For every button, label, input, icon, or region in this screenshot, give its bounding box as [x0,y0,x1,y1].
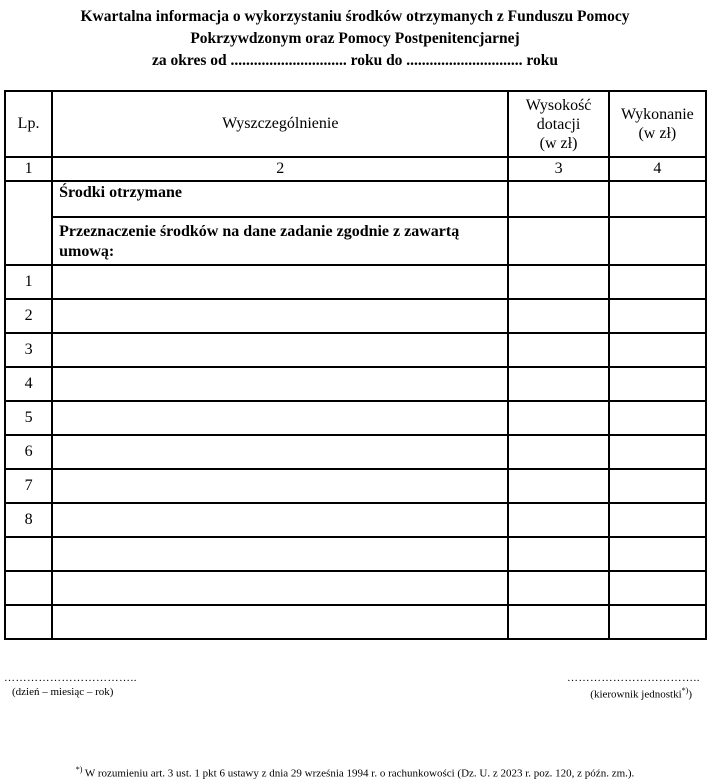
header-wyszczegolnienie: Wyszczególnienie [52,91,508,157]
table-row [5,537,706,571]
row-number: 5 [5,401,52,435]
input-cell-wysokosc[interactable] [508,265,608,299]
signature-caption-sup: *) [681,686,689,695]
footnote-marker: *) [75,765,83,774]
input-cell-wysokosc[interactable] [508,435,608,469]
input-cell-wykonanie[interactable] [609,333,706,367]
label-srodki-otrzymane: Środki otrzymane [52,181,508,217]
input-cell-wysokosc[interactable] [508,503,608,537]
row-number: 1 [5,265,52,299]
title-period-line: za okres od .............................. roku do .............................. roku [151,52,559,69]
input-cell-wykonanie[interactable] [609,299,706,333]
input-cell-wysokosc[interactable] [508,181,608,217]
input-cell-wykonanie[interactable] [609,367,706,401]
header-wysokosc-line-1: Wysokość [525,96,592,114]
input-cell-description[interactable] [52,333,508,367]
input-cell-wykonanie[interactable] [609,469,706,503]
footnote-text: W rozumieniu art. 3 ust. 1 pkt 6 ustawy z dnia 29 września 1994 r. o rachunkowości (Dz. U. z 2023 r. poz. 120, z późn. zm.). [82,767,635,780]
row-number: 4 [5,367,52,401]
table-row [5,265,706,299]
input-cell-wykonanie[interactable] [609,217,706,265]
row-number: 8 [5,503,52,537]
header-wykonanie-line-1: Wykonanie [620,106,694,123]
input-cell-description[interactable] [52,469,508,503]
row-number [5,537,52,571]
signature-caption-end: ) [688,688,692,701]
input-cell-wysokosc[interactable] [508,401,608,435]
table-row [5,367,706,401]
input-cell-wykonanie[interactable] [609,401,706,435]
information-table [4,90,707,640]
table-row [5,571,706,605]
lp-cell-empty [5,181,52,265]
input-cell-description[interactable] [52,367,508,401]
input-cell-wykonanie[interactable] [609,605,706,639]
header-wysokosc-line-3: (w zł) [539,134,578,152]
row-number [5,605,52,639]
input-cell-description[interactable] [52,401,508,435]
header-lp: Lp. [5,91,52,157]
input-cell-wykonanie[interactable] [609,503,706,537]
table-row [5,605,706,639]
row-number: 3 [5,333,52,367]
header-wykonanie [609,91,706,157]
column-number: 1 [5,157,52,181]
input-cell-wysokosc[interactable] [508,333,608,367]
signature-dots[interactable]: …………………………….. [567,672,700,684]
header-wykonanie-line-2: (w zł) [638,125,677,142]
document-title [0,6,710,72]
input-cell-description[interactable] [52,299,508,333]
input-cell-description[interactable] [52,605,508,639]
input-cell-wysokosc[interactable] [508,605,608,639]
data-rows [5,265,706,639]
column-number: 4 [609,157,706,181]
row-srodki-otrzymane [5,181,706,217]
header-wysokosc-dotacji [508,91,608,157]
date-caption: (dzień – miesiąc – rok) [12,686,114,698]
column-number: 3 [508,157,608,181]
header-wysokosc-line-2: dotacji [536,115,581,133]
input-cell-description[interactable] [52,537,508,571]
input-cell-wysokosc[interactable] [508,299,608,333]
label-przeznaczenie: Przeznaczenie środków na dane zadanie zgodnie z zawartą umową: [52,217,508,265]
signature-caption-text: (kierownik jednostki [590,688,682,701]
input-cell-wysokosc[interactable] [508,537,608,571]
input-cell-wysokosc[interactable] [508,469,608,503]
table-row [5,435,706,469]
column-number-row [5,157,706,181]
input-cell-description[interactable] [52,571,508,605]
footnote [0,765,710,780]
row-number: 2 [5,299,52,333]
input-cell-wykonanie[interactable] [609,571,706,605]
table-header-row [5,91,706,157]
input-cell-wysokosc[interactable] [508,367,608,401]
row-number: 7 [5,469,52,503]
input-cell-wykonanie[interactable] [609,435,706,469]
signature-caption [590,686,692,701]
input-cell-description[interactable] [52,503,508,537]
date-dots[interactable]: …………………………….. [4,672,137,684]
row-number [5,571,52,605]
input-cell-wysokosc[interactable] [508,217,608,265]
input-cell-description[interactable] [52,265,508,299]
column-number: 2 [52,157,508,181]
row-przeznaczenie [5,217,706,265]
row-number: 6 [5,435,52,469]
table-row [5,299,706,333]
title-line-2: Pokrzywdzonym oraz Pomocy Postpenitencjarnej [190,30,520,47]
input-cell-wysokosc[interactable] [508,571,608,605]
input-cell-wykonanie[interactable] [609,265,706,299]
table-row [5,503,706,537]
table-row [5,333,706,367]
input-cell-wykonanie[interactable] [609,181,706,217]
input-cell-wykonanie[interactable] [609,537,706,571]
table-row [5,469,706,503]
table-row [5,401,706,435]
title-line-1: Kwartalna informacja o wykorzystaniu środków otrzymanych z Funduszu Pomocy [80,8,630,25]
input-cell-description[interactable] [52,435,508,469]
